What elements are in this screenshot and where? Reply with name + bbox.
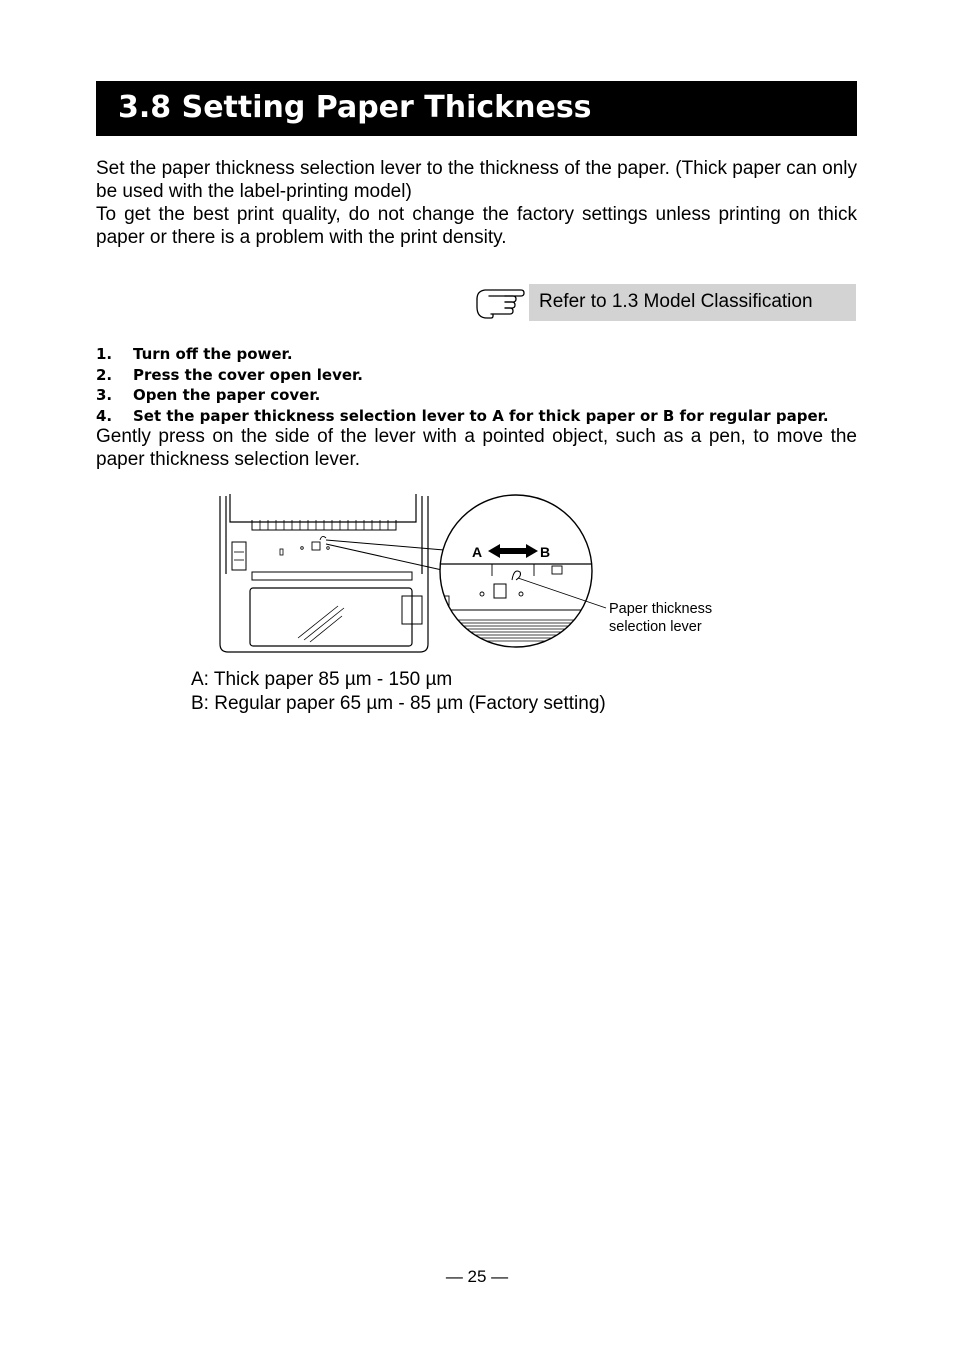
step-3: 3. Open the paper cover. [96, 386, 321, 404]
step-2: 2. Press the cover open lever. [96, 365, 363, 384]
reference-box [529, 284, 856, 321]
step-4: 4. Set the paper thickness selection lever to A for thick paper or B for regular paper. [96, 406, 829, 425]
callout-lever-line-2: selection lever [609, 619, 702, 635]
callout-lever-line-1: Paper thickness [609, 601, 713, 617]
paper-specs [191, 668, 606, 715]
label-b: B [540, 544, 551, 560]
intro-paragraph-1: Set the paper thickness selection lever to the thickness of the paper. (Thick paper can only be used with the label-printing model) [96, 158, 857, 202]
steps-list [96, 344, 857, 426]
intro-text [96, 157, 857, 249]
section-title-bar [96, 81, 857, 136]
page-number: — 25 — [445, 1267, 509, 1286]
spec-thick: A: Thick paper 85 µm - 150 µm [191, 669, 453, 690]
printer-lever-figure [216, 492, 736, 654]
reference-text: Refer to 1.3 Model Classification [539, 291, 813, 312]
section-title: 3.8 Setting Paper Thickness [118, 90, 592, 125]
pointing-hand-icon [475, 285, 525, 321]
spec-regular: B: Regular paper 65 µm - 85 µm (Factory setting) [191, 692, 606, 714]
step-note: Gently press on the side of the lever with a pointed object, such as a pen, to move the paper thickness selection lever. [96, 426, 857, 470]
label-a: A [472, 544, 483, 560]
step-1: 1. Turn off the power. [96, 345, 293, 363]
intro-paragraph-2: To get the best print quality, do not change the factory settings unless printing on thick paper or there is a problem with the print density. [96, 204, 857, 248]
